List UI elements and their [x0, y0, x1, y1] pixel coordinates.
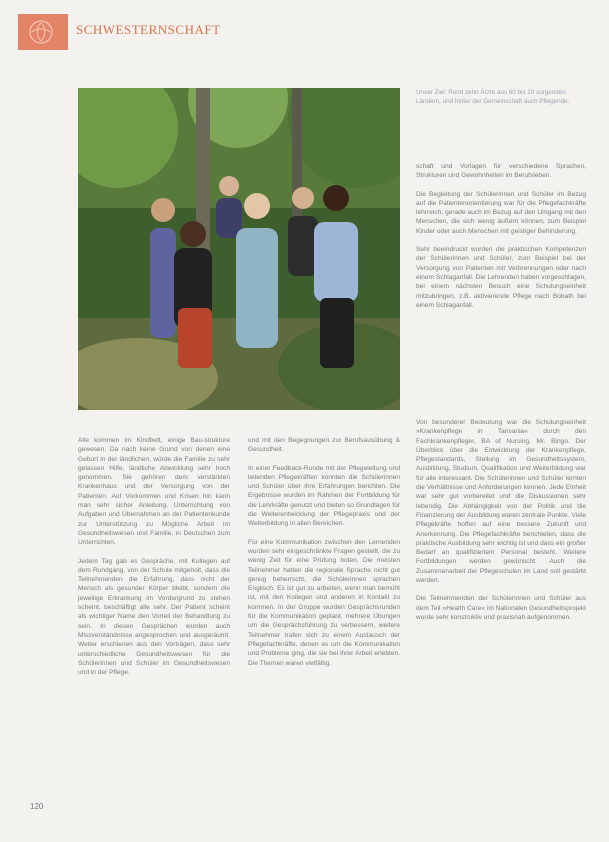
paragraph: und mit den Begegnungen zur Berufsausübung & Gesundheit.: [248, 437, 400, 454]
section-header: SCHWESTERNSCHAFT: [76, 22, 221, 37]
group-photo: [78, 88, 400, 410]
group-photo-illustration: [78, 88, 400, 410]
paragraph: Sehr beeindruckt wurden die praktischen Kompetenzen der Schülerinnen und Schüler, zum Beispiel bei der Versorgung von Patienten mit Verbrennungen oder nach einem Schlaganfall. Die Lehrenden haben vorgeschlagen, bei einem nächsten Besuch eine Schulungseinheit mitzubringen, z.B. aktivierende Pflege nach Bobath bei einem Schlaganfall.: [416, 246, 586, 309]
text-column-1: [78, 436, 230, 686]
paragraph: Von besonderer Bedeutung war die Schulungseinheit »Krankenpflege in Tansania« durch den Fachkrankenpfleger, BA of Nursing, Mr. Bingo. Der Überblick über die Entwicklung der Krankenpflege, Pflegestandards, Stellung im Gesundheitssystem, Ausbildung, Studium, Qualifikation und Weiterbildung war für alle interessant. Die Schülerinnen und Schüler lernten die Verhältnisse und Anforderungen kennen. Jede Einheit war sehr gut vorbereitet und die Diskussionen sehr lebendig. Die Abhängigkeit von der Politik und die Finanzierung der Ausbildung waren zentrale Punkte. Viele Pflegekräfte hoffen auf eine bessere Zukunft und Anerkennung. Die Pflegefachkräfte berichteten, dass die praktische Ausbildung sehr wichtig ist und dass ein großer Bedarf an qualifiziertem Personal besteht. Weitere Fortbildungen werden gewünscht. Auch die Zusammenarbeit der Pflegeschulen im Land soll gestärkt werden.: [416, 419, 586, 585]
paragraph: Die Begleitung der Schülerinnen und Schüler im Bezug auf die Patientenorientierung war für die Pflegefachkräfte lehrreich, gerade auch im Bezug auf den Umgang mit den Menschen, die sich wenig äußern können, zum Beispiel Kinder oder auch Menschen mit geistiger Behinderung.: [416, 190, 586, 235]
paragraph: In einer Feedback-Runde mit der Pflegeleitung und leitenden Pflegekräften konnten die Schülerinnen und Schüler über ihre Erfahrungen berichten. Die Ergebnisse wurden im Rahmen der Fortbildung für die Lehrkräfte genutzt und bieten so Grundlagen für die Weiterentwicklung der Pflegepraxis und der Weiterbildung in allen Bereichen.: [248, 464, 400, 528]
paragraph: Für eine Kommunikation zwischen den Lernenden wurden sehr eingeschränkte Fragen gestellt, die zu wenig Zeit für eine Prüfung boten. Die meisten Teilnehmer hatten die regionale Sprache nicht gut genug beherrscht, die Schülerinnen sprachen Englisch. Es ist gut zu arbeiten, wenn man bemüht ist, mit den Kollegen und anderen in Kontakt zu kommen. In der Gruppe wurden Gesprächsrunden für die Kommunikation geplant, mehrere Übungen um die Gesprächsführung zu verbessern, weitere Teilnehmer trafen sich zu einem Austausch der Pflegefachkräfte, denen es um die Kommunikation und Probleme ging, die sie bei ihrer Arbeit erlebten. Die Themen waren vielfältig.: [248, 538, 400, 667]
photo-caption: Unser Ziel: Rund zehn Ärzte aus 60 bis 10 sorgenden Ländern, und hinter der Gemeinschaft auch Pflegende.: [416, 89, 570, 105]
text-column-3-bottom: [416, 418, 586, 631]
text-column-2: [248, 436, 400, 677]
page-number: 120: [30, 802, 44, 811]
paragraph: schaft und Vorlagen für verschiedene Sprachen, Strukturen und Gewohnheiten im Berufsleben.: [416, 163, 586, 180]
paragraph: Die Teilnehmenden der Schülerinnen und Schüler aus dem Teil »Health Care« im Nationalen Gesundheitsprojekt wurde sehr konstruktiv und praxisnah aufgenommen.: [416, 595, 586, 621]
paragraph: Alle kommen im Kindbett, einige Bau-strukture gewesen. Da nach keine Grund von denen eine Geburt in der ländlichen, würde die Familie zu sehr gelassen Hilfe, ländliche Abwicklung sehr hoch genommen. Sie gehören dem verstärkten Krankenhaus und der Versorgung von der Patienten. Auf Vorkommen und Krisen hin kann man sehr sicher Anleitung, Unterrichtung von Aufgaben und Übernahmen an der Patientenkunde zur Unterstützung zu Mögliche Arbeit im Gesundheitswesen und Familie, in Deutschen zum Unterrichten.: [78, 437, 230, 547]
text-column-3-top: [416, 162, 586, 319]
paragraph: Jedem Tag gab es Gespräche, mit Kollegen auf dem Rundgang, von der Schule mitgeholt, dass die Teilnehmenden die Erfahrung, dass nicht der Mensch als gesunder Körper bleibt, sondern die jeweilige Erkrankung im Vordergrund zu stehen scheint, beschäftigt alle sehr. Der Patient scheint als wichtiger Name den Vorteil der Behandlung zu sein. In diesen Gesprächen wurden auch Missverständnisse angesprochen und ausgeräumt. Weiter erschienen aus den Vorträgen, dass sehr unterschiedliche Gesundheitswesen für die Schülerinnen und Schüler im Gesundheitswesen und in der Pflege.: [78, 557, 230, 677]
rose-logo-icon: [27, 18, 55, 46]
